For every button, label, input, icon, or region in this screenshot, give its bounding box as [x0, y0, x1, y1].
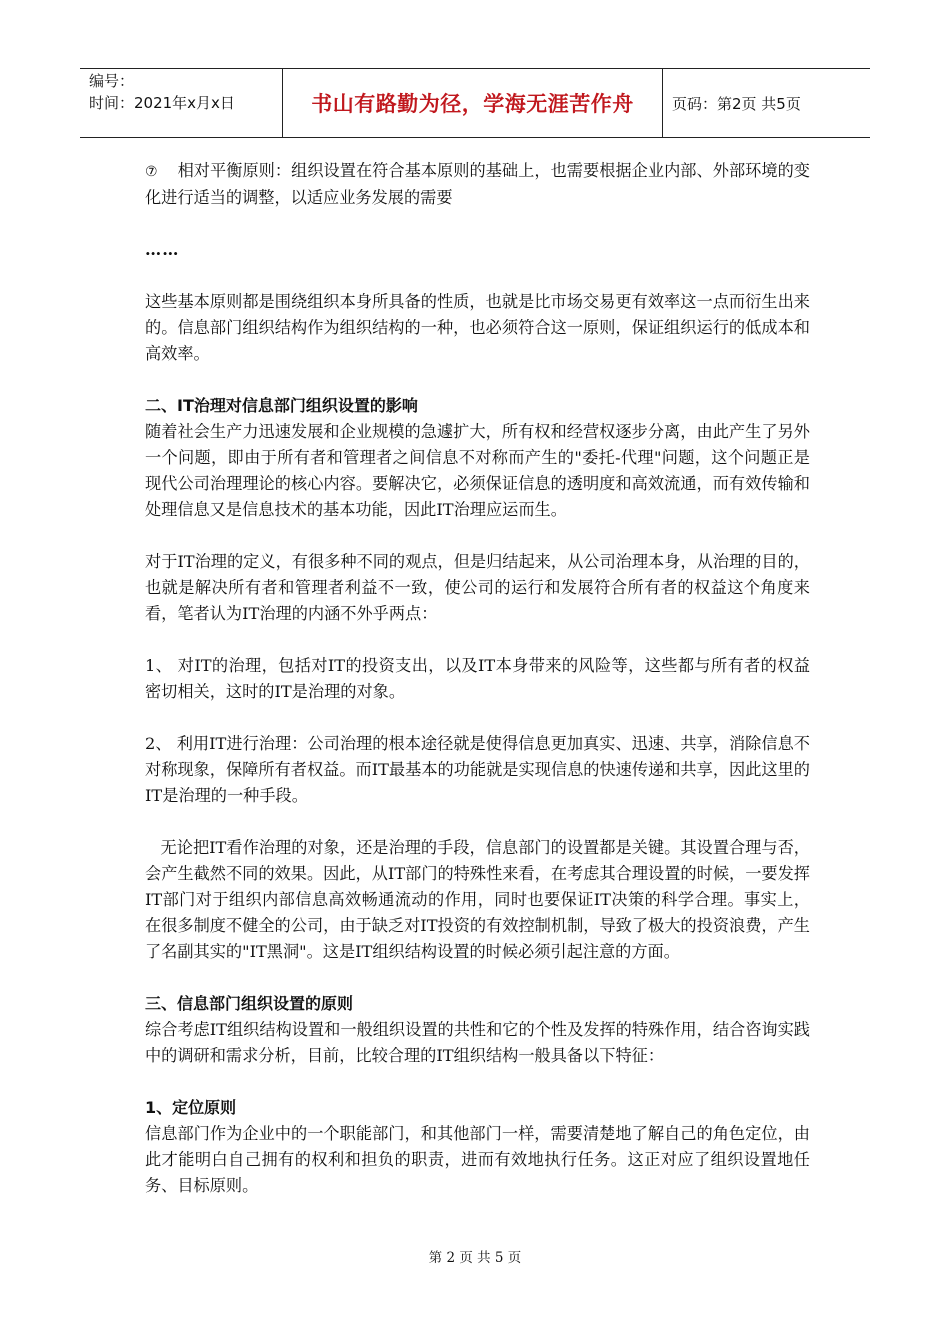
paragraph-agency-problem: 随着社会生产力迅速发展和企业规模的急遽扩大，所有权和经营权逐步分离，由此产生了另外一个问题，即由于所有者和管理者之间信息不对称而产生的"委托-代理"问题，这个问题正是现代公司治理理论的核心内容。要解决它，必须保证信息的透明度和高效流通，而有效传输和处理信息又是信息技术的基本功能，因此IT治理应运而生。	[145, 422, 810, 519]
section-heading-3: 三、信息部门组织设置的原则	[145, 994, 354, 1013]
paragraph-it-department-key: 无论把IT看作治理的对象，还是治理的手段，信息部门的设置都是关键。其设置合理与否，会产生截然不同的效果。因此，从IT部门的特殊性来看，在考虑其合理设置的时候，一要发挥IT部门对于组织内部信息高效畅通流动的作用，同时也要保证IT决策的科学合理。事实上，在很多制度不健全的公司，由于缺乏对IT投资的有效控制机制，导致了极大的投资浪费，产生了名副其实的"IT黑洞"。这是IT组织结构设置的时候必须引起注意的方面。	[145, 838, 810, 961]
paragraph-text: 相对平衡原则：组织设置在符合基本原则的基础上，也需要根据企业内部、外部环境的变化进行适当的调整，以适应业务发展的需要	[145, 161, 810, 207]
paragraph-balance-principle	[145, 158, 810, 211]
paragraph-org-features: 综合考虑IT组织结构设置和一般组织设置的共性和它的个性及发挥的特殊作用，结合咨询实践中的调研和需求分析，目前，比较合理的IT组织结构一般具备以下特征：	[145, 1020, 810, 1065]
paragraph-basic-principles: 这些基本原则都是围绕组织本身所具备的性质，也就是比市场交易更有效率这一点而衍生出来的。信息部门组织结构作为组织结构的一种，也必须符合这一原则，保证组织运行的低成本和高效率。	[145, 292, 810, 363]
header-meta	[80, 69, 283, 137]
date-label: 时间：2021年x月x日	[89, 94, 235, 112]
document-body	[145, 158, 810, 1199]
header-motto: 书山有路勤为径，学海无涯苦作舟	[283, 69, 663, 137]
list-item-1: 1、 对IT的治理，包括对IT的投资支出，以及IT本身带来的风险等，这些都与所有者的权益密切相关，这时的IT是治理的对象。	[145, 656, 810, 701]
list-item-2: 2、 利用IT进行治理：公司治理的根本途径就是使得信息更加真实、迅速、共享，消除信息不对称现象，保障所有者权益。而IT最基本的功能就是实现信息的快速传递和共享，因此这里的IT是治理的一种手段。	[145, 734, 810, 805]
paragraph-positioning: 信息部门作为企业中的一个职能部门，和其他部门一样，需要清楚地了解自己的角色定位，由此才能明白自己拥有的权利和担负的职责，进而有效地执行任务。这正对应了组织设置地任务、目标原则。	[145, 1124, 810, 1195]
code-label: 编号：	[89, 72, 135, 90]
page-footer: 第 2 页 共 5 页	[428, 1250, 522, 1266]
header-page-number: 页码：第2页 共5页	[672, 94, 801, 113]
subheading-positioning: 1、定位原则	[145, 1098, 237, 1117]
section-heading-2: 二、IT治理对信息部门组织设置的影响	[145, 396, 418, 415]
circled-number-icon: ⑦	[145, 164, 158, 180]
paragraph-it-governance-definition: 对于IT治理的定义，有很多种不同的观点，但是归结起来，从公司治理本身，从治理的目的，也就是解决所有者和管理者利益不一致，使公司的运行和发展符合所有者的权益这个角度来看，笔者认为IT治理的内涵不外乎两点：	[145, 552, 810, 623]
page-header	[80, 68, 870, 138]
ellipsis: ……	[145, 240, 180, 259]
